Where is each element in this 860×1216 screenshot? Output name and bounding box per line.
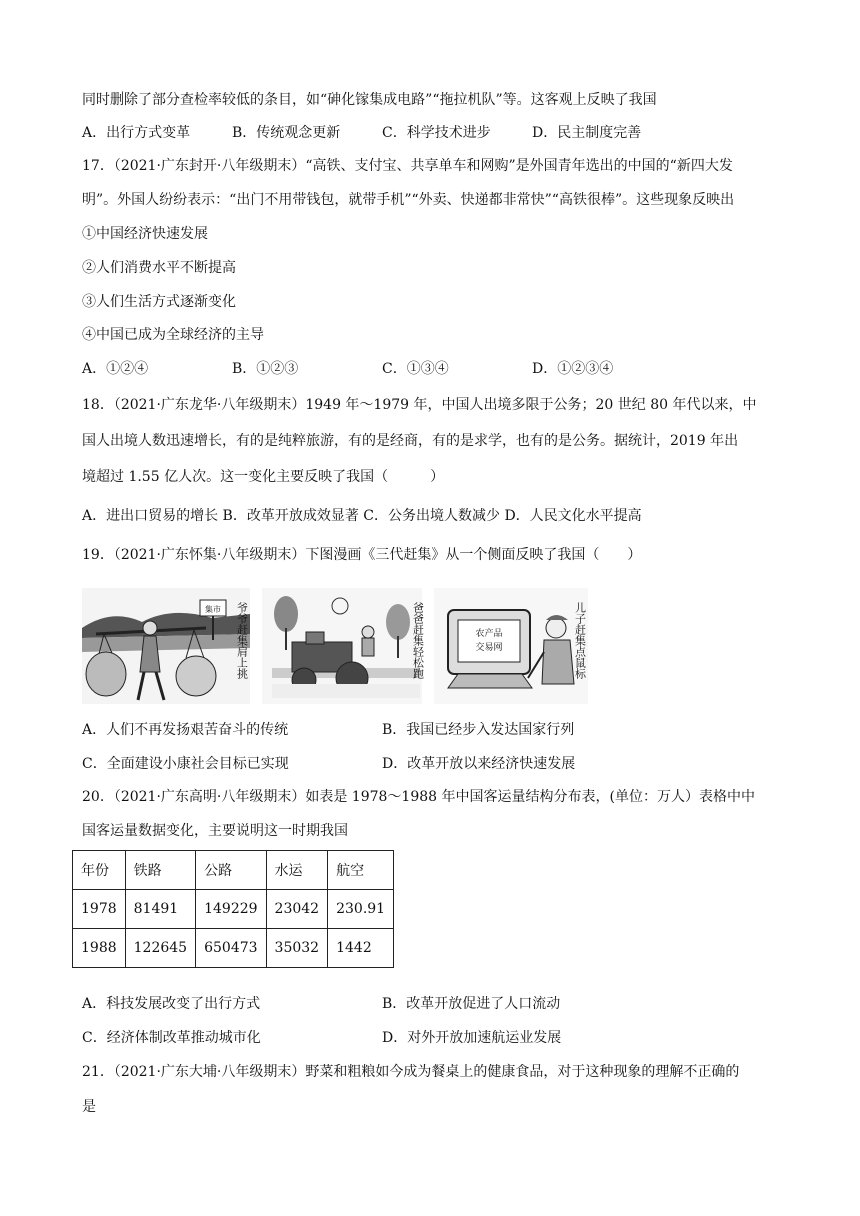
q21-stem-line-1: 21．（2021·广东大埔·八年级期末）野菜和粗粮如今成为餐桌上的健康食品，对于这种现象的理解不正确的	[82, 1064, 740, 1080]
table-cell: 149229	[196, 890, 266, 929]
screen-text-line-1: 农产品	[475, 629, 503, 639]
q19-option-b: B．我国已经步入发达国家行列	[382, 722, 575, 738]
q17-statement-4: ④中国已成为全球经济的主导	[82, 327, 264, 343]
q18-stem-line-2: 国人出境人数迅速增长，有的是纯粹旅游，有的是经商，有的是求学，也有的是公务。据统计，2019 年出	[82, 433, 739, 449]
table-header-cell: 铁路	[125, 851, 195, 890]
q19-option-a: A．人们不再发扬艰苦奋斗的传统	[82, 722, 289, 738]
screen-text-line-2: 交易网	[475, 643, 503, 653]
q20-option-d: D．对外开放加速航运业发展	[382, 1030, 562, 1046]
q19-option-c: C．全面建设小康社会目标已实现	[82, 756, 289, 772]
q19-option-d: D．改革开放以来经济快速发展	[382, 756, 576, 772]
panel-1-caption: 爷爷赶集肩上挑	[235, 602, 249, 679]
passenger-volume-table	[72, 850, 394, 968]
q16-option-a: A．出行方式变革	[82, 125, 191, 141]
q17-stem-line-1: 17．（2021·广东封开·八年级期末）“高铁、支付宝、共享单车和网购”是外国青年选出的中国的“新四大发	[82, 158, 733, 174]
q17-statement-3: ③人们生活方式逐渐变化	[82, 294, 236, 310]
table-cell: 230.91	[328, 890, 394, 929]
table-header-cell: 航空	[328, 851, 394, 890]
cartoon-panel-grandpa	[82, 588, 250, 704]
table-cell: 1442	[328, 929, 394, 968]
market-sign-text: 集市	[205, 605, 221, 614]
q21-stem-line-2: 是	[82, 1099, 96, 1115]
q18-stem-line-1: 18．（2021·广东龙华·八年级期末）1949 年～1979 年，中国人出境多限于公务；20 世纪 80 年代以来，中	[82, 397, 757, 413]
q20-stem-line-2: 国客运量数据变化，主要说明这一时期我国	[82, 823, 348, 839]
table-row	[73, 929, 394, 968]
panel-3-caption: 儿子赶集点鼠标	[573, 602, 587, 679]
table-cell: 1988	[73, 929, 126, 968]
q18-options: A．进出口贸易的增长 B．改革开放成效显著 C．公务出境人数减少 D．人民文化水平提高	[82, 508, 642, 524]
table-cell: 1978	[73, 890, 126, 929]
q17-statement-2: ②人们消费水平不断提高	[82, 260, 236, 276]
table-cell: 122645	[125, 929, 195, 968]
q16-option-b: B．传统观念更新	[232, 125, 341, 141]
table-cell: 650473	[196, 929, 266, 968]
q16-stem-line: 同时删除了部分查检率较低的条目，如“砷化镓集成电路”“拖拉机队”等。这客观上反映了我国	[82, 92, 657, 108]
table-cell: 35032	[266, 929, 328, 968]
table-cell: 81491	[125, 890, 195, 929]
q17-stem-line-2: 明”。外国人纷纷表示：“出门不用带钱包，就带手机”“外卖、快递都非常快”“高铁很棒”。这些现象反映出	[82, 192, 735, 208]
q16-option-d: D．民主制度完善	[532, 125, 642, 141]
q17-option-b: B．①②③	[232, 361, 299, 377]
cartoon-panel-father	[262, 588, 422, 704]
q20-option-a: A．科技发展改变了出行方式	[82, 996, 261, 1012]
q20-option-b: B．改革开放促进了人口流动	[382, 996, 561, 1012]
cartoon-panel-son	[434, 588, 588, 704]
q17-option-d: D．①②③④	[532, 361, 614, 377]
table-header-cell: 年份	[73, 851, 126, 890]
q20-stem-line-1: 20．（2021·广东高明·八年级期末）如表是 1978～1988 年中国客运量结构分布表，(单位：万人）表格中中	[82, 789, 755, 805]
table-header-cell: 水运	[266, 851, 328, 890]
q20-option-c: C．经济体制改革推动城市化	[82, 1030, 261, 1046]
q16-option-c: C．科学技术进步	[382, 125, 491, 141]
q19-stem: 19．（2021·广东怀集·八年级期末）下图漫画《三代赶集》从一个侧面反映了我国（ ）	[82, 547, 642, 563]
table-header-row	[73, 851, 394, 890]
table-row	[73, 890, 394, 929]
panel-2-caption: 爸爸赶集轻松跑	[411, 602, 425, 679]
table-header-cell: 公路	[196, 851, 266, 890]
three-generations-cartoon	[82, 588, 588, 704]
q17-option-a: A．①②④	[82, 361, 149, 377]
q18-stem-line-3: 境超过 1.55 亿人次。这一变化主要反映了我国（ ）	[82, 469, 445, 485]
q17-statement-1: ①中国经济快速发展	[82, 226, 208, 242]
q17-option-c: C．①③④	[382, 361, 449, 377]
table-cell: 23042	[266, 890, 328, 929]
